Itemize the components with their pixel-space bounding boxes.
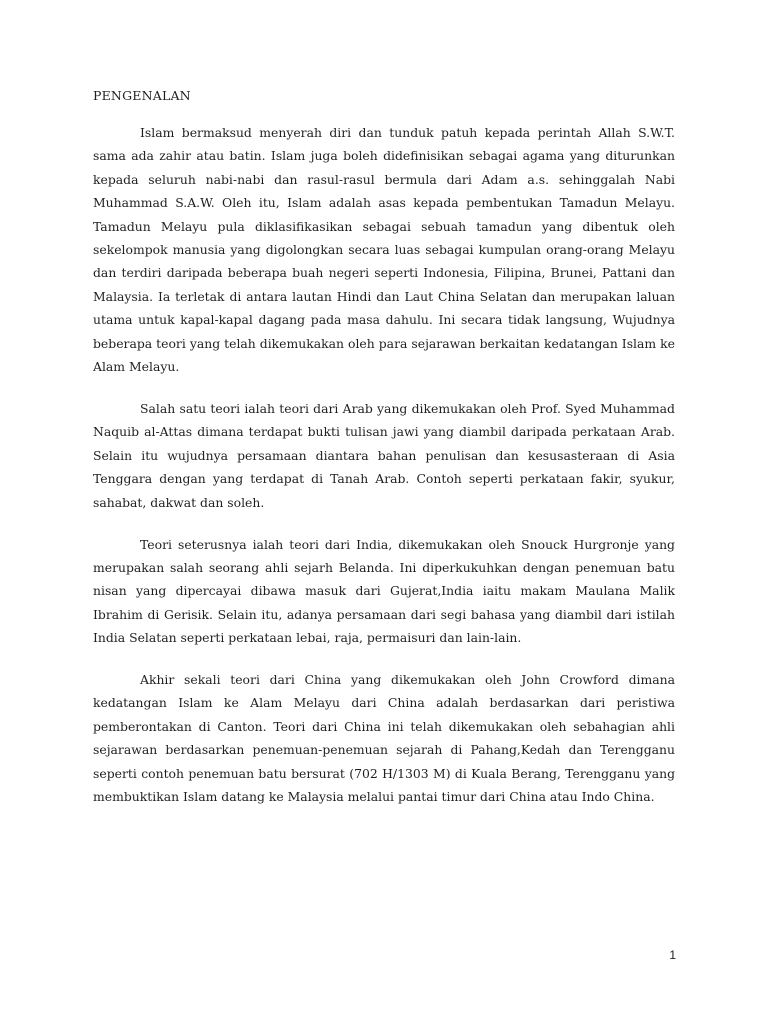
body-text bbox=[93, 121, 675, 827]
section-heading: PENGENALAN bbox=[93, 88, 191, 103]
paragraph-arab-theory: Salah satu teori ialah teori dari Arab yang dikemukakan oleh Prof. Syed Muhammad Naquib al-Attas dimana terdapat bukti tulisan jawi yang diambil daripada perkataan Arab. Selain itu wujudnya persamaan diantara bahan penulisan dan kesusasteraan di Asia Tenggara dengan yang terdapat di Tanah Arab. Contoh seperti perkataan fakir, syukur, sahabat, dakwat dan soleh. bbox=[93, 400, 675, 510]
paragraph-china-theory: Akhir sekali teori dari China yang dikemukakan oleh John Crowford dimana kedatangan Islam ke Alam Melayu dari China adalah berdasarkan dari peristiwa pemberontakan di Canton. Teori dari China ini telah dikemukakan oleh sebahagian ahli sejarawan berdasarkan penemuan-penemuan sejarah di Pahang,Kedah dan Terengganu seperti contoh penemuan batu bersurat (702 H/1303 M) di Kuala Berang, Terengganu yang membuktikan Islam datang ke Malaysia melalui pantai timur dari China atau Indo China. bbox=[93, 672, 675, 805]
page-number: 1 bbox=[669, 948, 676, 962]
paragraph-intro: Islam bermaksud menyerah diri dan tunduk patuh kepada perintah Allah S.W.T. sama ada zahir atau batin. Islam juga boleh didefinisikan sebagai agama yang diturunkan kepada seluruh nabi-nabi dan rasul-rasul bermula dari Adam a.s. sehinggalah Nabi Muhammad S.A.W. Oleh itu, Islam adalah asas kepada pembentukan Tamadun Melayu. Tamadun Melayu pula diklasifikasikan sebagai sebuah tamadun yang dibentuk oleh sekelompok manusia yang digolongkan secara luas sebagai kumpulan orang-orang Melayu dan terdiri daripada beberapa buah negeri seperti Indonesia, Filipina, Brunei, Pattani dan Malaysia. Ia terletak di antara lautan Hindi dan Laut China Selatan dan merupakan laluan utama untuk kapal-kapal dagang pada masa dahulu. Ini secara tidak langsung, Wujudnya beberapa teori yang telah dikemukakan oleh para sejarawan berkaitan kedatangan Islam ke Alam Melayu. bbox=[93, 125, 675, 375]
paragraph-india-theory: Teori seterusnya ialah teori dari India, dikemukakan oleh Snouck Hurgronje yang merupakan salah seorang ahli sejarh Belanda. Ini diperkukuhkan dengan penemuan batu nisan yang dipercayai dibawa masuk dari Gujerat,India iaitu makam Maulana Malik Ibrahim di Gerisik. Selain itu, adanya persamaan dari segi bahasa yang diambil dari istilah India Selatan seperti perkataan lebai, raja, permaisuri dan lain-lain. bbox=[93, 536, 675, 646]
